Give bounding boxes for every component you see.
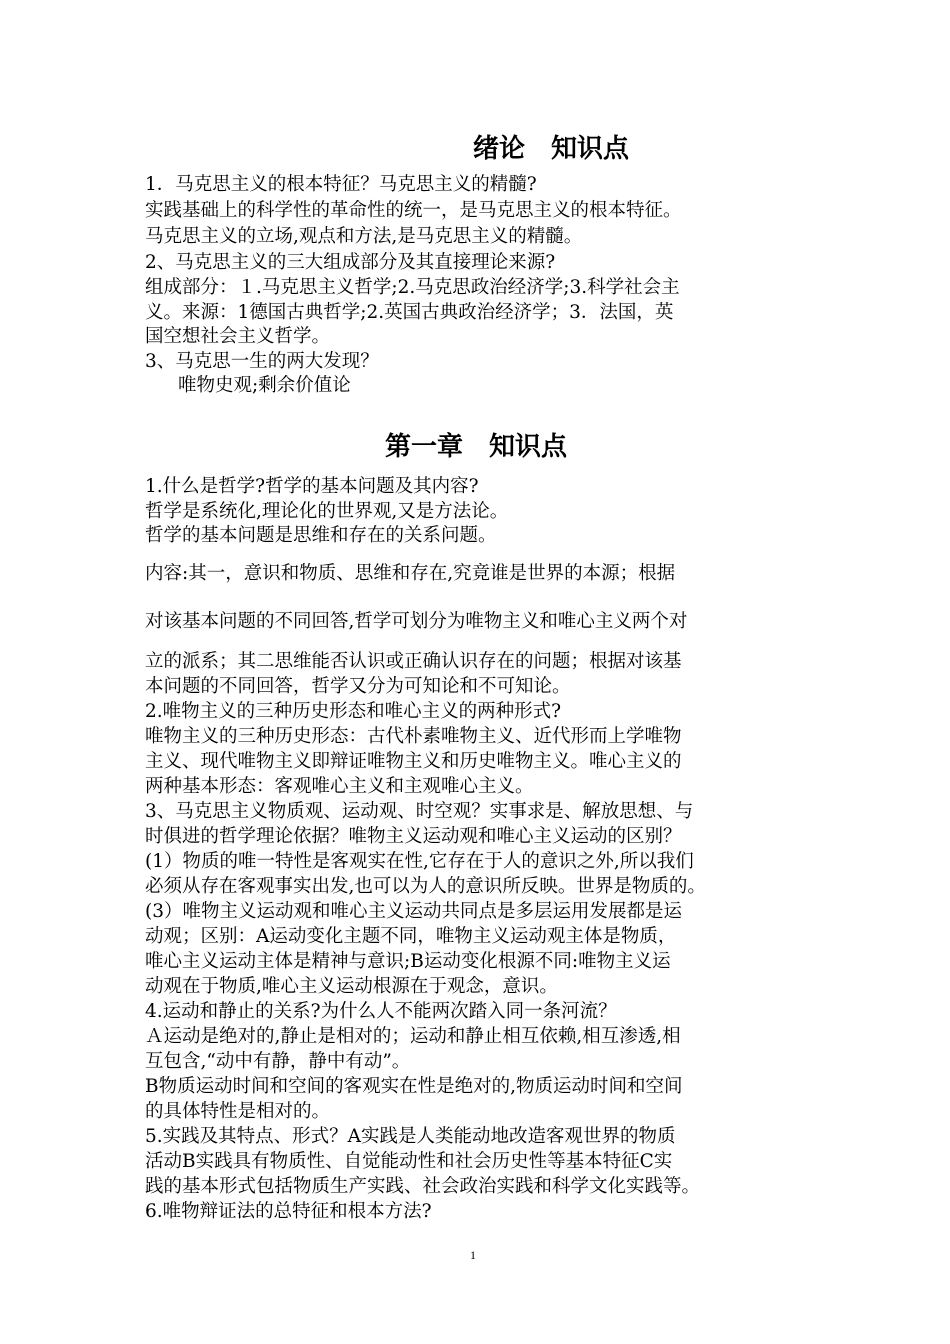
text-line: 内容:其一，意识和物质、思维和存在,究竟谁是世界的本源；根据 [145,563,676,584]
text-line: 组成部分：１.马克思主义哲学;2.马克思政治经济学;3.科学社会主 [145,277,680,298]
text-line: 哲学的基本问题是思维和存在的关系问题。 [145,525,497,546]
text-line: 3、马克思主义物质观、运动观、时空观？实事求是、解放思想、与 [145,801,694,822]
text-line: 必须从存在客观事实出发,也可以为人的意识所反映。世界是物质的。 [145,876,706,897]
text-line: 实践基础上的科学性的革命性的统一，是马克思主义的根本特征。 [145,200,682,221]
text-line: 唯物主义的三种历史形态：古代朴素唯物主义、近代形而上学唯物 [145,726,682,747]
text-line: 唯物史观;剩余价值论 [178,375,351,396]
text-line: 2.唯物主义的三种历史形态和唯心主义的两种形式? [145,701,562,722]
section-title-chapter-1: 第一章 知识点 [385,432,568,462]
page-number: 1 [470,1248,476,1262]
text-line: 6.唯物辩证法的总特征和根本方法? [145,1201,432,1222]
text-line: 的具体特性是相对的。 [145,1101,331,1122]
text-line: 义。来源：1德国古典哲学;2.英国古典政治经济学；3．法国，英 [145,302,674,323]
text-line: 本问题的不同回答，哲学又分为可知论和不可知论。 [145,676,571,697]
text-line: 动观在于物质,唯心主义运动根源在于观念，意识。 [145,976,558,997]
text-line: 互包含,“动中有静，静中有动”。 [145,1051,411,1072]
text-line: Ａ运动是绝对的,静止是相对的；运动和静止相互依赖,相互渗透,相 [145,1026,681,1047]
text-line: 2、马克思主义的三大组成部分及其直接理论来源? [145,252,556,273]
text-line: 哲学是系统化,理论化的世界观,又是方法论。 [145,501,509,522]
text-line: 动观；区别：A运动变化主题不同，唯物主义运动观主体是物质， [145,926,677,947]
text-line: 4.运动和静止的关系?为什么人不能两次踏入同一条河流？ [145,1001,617,1022]
text-line: 1.什么是哲学?哲学的基本问题及其内容? [145,476,479,497]
text-line: 活动B实践具有物质性、自觉能动性和社会历史性等基本特征C实 [145,1151,673,1172]
text-line: 国空想社会主义哲学。 [145,326,331,347]
text-line: 立的派系；其二思维能否认识或正确认识存在的问题；根据对该基 [145,651,682,672]
text-line: 两种基本形态：客观唯心主义和主观唯心主义。 [145,776,534,797]
text-line: 对该基本问题的不同回答,哲学可划分为唯物主义和唯心主义两个对 [145,611,688,632]
text-line: (1）物质的唯一特性是客观实在性,它存在于人的意识之外,所以我们 [145,851,694,872]
text-line: (3）唯物主义运动观和唯心主义运动共同点是多层运用发展都是运 [145,901,682,922]
text-line: 主义、现代唯物主义即辩证唯物主义和历史唯物主义。唯心主义的 [145,751,682,772]
text-line: 5.实践及其特点、形式？A实践是人类能动地改造客观世界的物质 [145,1126,676,1147]
text-line: B物质运动时间和空间的客观实在性是绝对的,物质运动时间和空间 [145,1076,683,1097]
section-title-intro: 绪论 知识点 [473,134,630,164]
text-line: 时俱进的哲学理论依据？唯物主义运动观和唯心主义运动的区别？ [145,826,682,847]
text-line: 唯心主义运动主体是精神与意识;B运动变化根源不同:唯物主义运 [145,951,671,972]
text-line: 3、马克思一生的两大发现？ [145,351,379,372]
text-line: 1．马克思主义的根本特征？马克思主义的精髓? [145,174,537,195]
text-line: 马克思主义的立场,观点和方法,是马克思主义的精髓。 [145,226,583,247]
text-line: 践的基本形式包括物质生产实践、社会政治实践和科学文化实践等。 [145,1176,701,1197]
